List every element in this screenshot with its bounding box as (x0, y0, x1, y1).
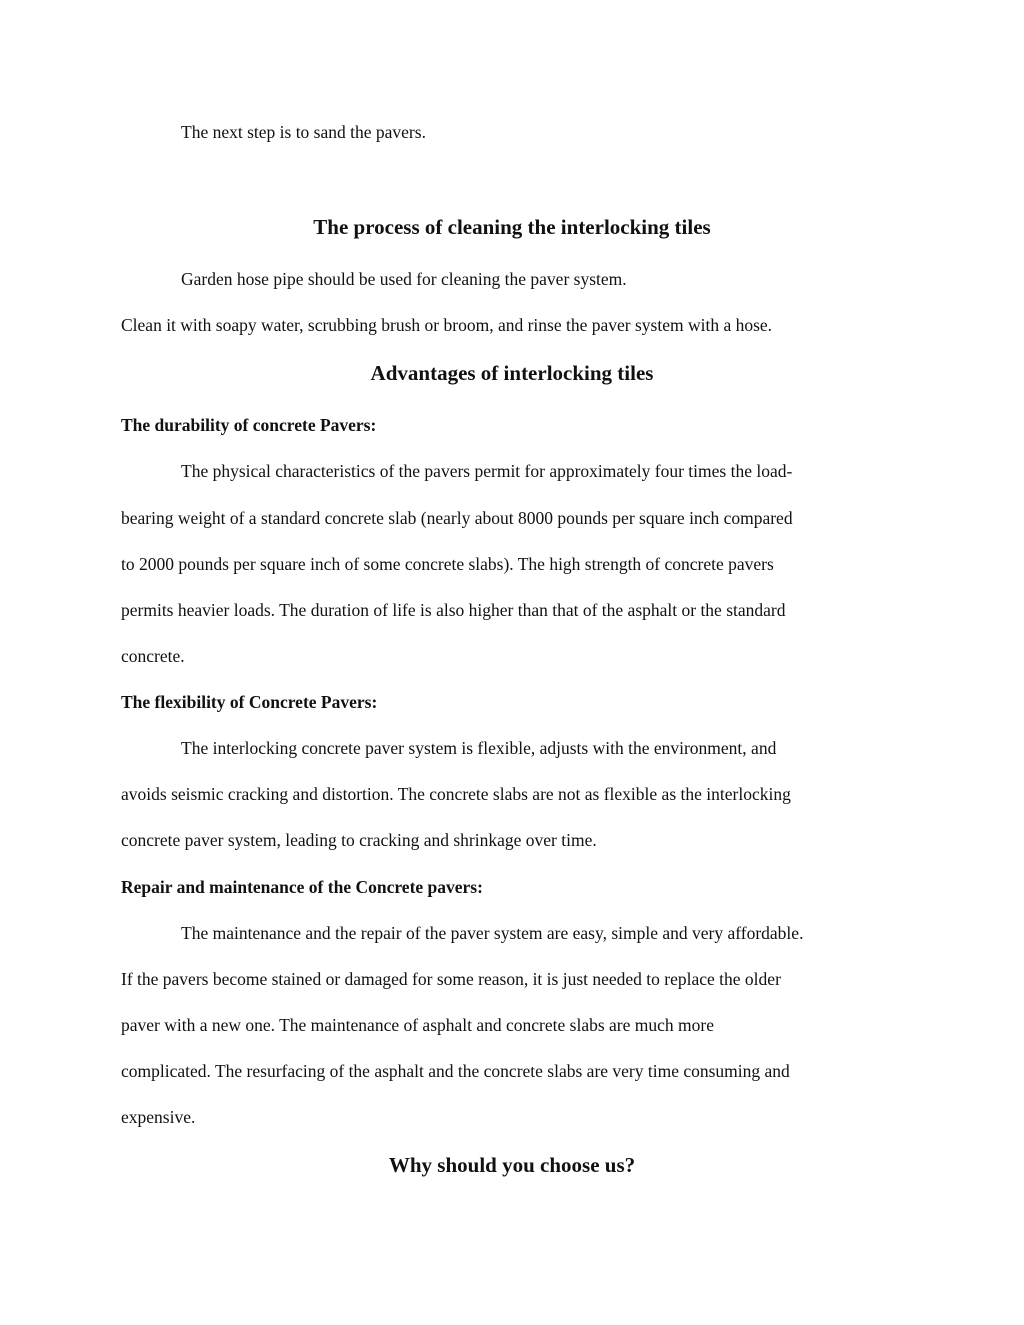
durability-line-5: concrete. (121, 646, 185, 666)
advantages-heading: Advantages of interlocking tiles (370, 361, 654, 385)
durability-line-2: bearing weight of a standard concrete slab (nearly about 8000 pounds per square inch compared (121, 508, 793, 528)
repair-line-3: paver with a new one. The maintenance of asphalt and concrete slabs are much more (121, 1015, 714, 1035)
durability-line-4: permits heavier loads. The duration of life is also higher than that of the asphalt or the standard (121, 600, 786, 620)
flexibility-line-2: avoids seismic cracking and distortion. The concrete slabs are not as flexible as the interlocking (121, 784, 791, 804)
flexibility-heading: The flexibility of Concrete Pavers: (121, 692, 378, 712)
repair-line-4: complicated. The resurfacing of the asphalt and the concrete slabs are very time consuming and (121, 1061, 790, 1081)
durability-line-3: to 2000 pounds per square inch of some concrete slabs). The high strength of concrete pavers (121, 554, 774, 574)
durability-line-1: The physical characteristics of the pavers permit for approximately four times the load- (181, 461, 793, 481)
cleaning-line-1: Garden hose pipe should be used for cleaning the paver system. (181, 269, 627, 289)
repair-heading: Repair and maintenance of the Concrete pavers: (121, 877, 483, 897)
flexibility-line-3: concrete paver system, leading to cracking and shrinkage over time. (121, 830, 597, 850)
intro-paragraph: The next step is to sand the pavers. (181, 122, 426, 142)
choose-heading: Why should you choose us? (388, 1153, 636, 1177)
repair-line-5: expensive. (121, 1107, 196, 1127)
repair-line-2: If the pavers become stained or damaged for some reason, it is just needed to replace the older (121, 969, 781, 989)
durability-heading: The durability of concrete Pavers: (121, 415, 377, 435)
cleaning-heading: The process of cleaning the interlocking tiles (313, 215, 711, 239)
flexibility-line-1: The interlocking concrete paver system is flexible, adjusts with the environment, and (181, 738, 777, 758)
cleaning-line-2: Clean it with soapy water, scrubbing brush or broom, and rinse the paver system with a hose. (121, 315, 773, 335)
repair-line-1: The maintenance and the repair of the paver system are easy, simple and very affordable. (181, 923, 804, 943)
